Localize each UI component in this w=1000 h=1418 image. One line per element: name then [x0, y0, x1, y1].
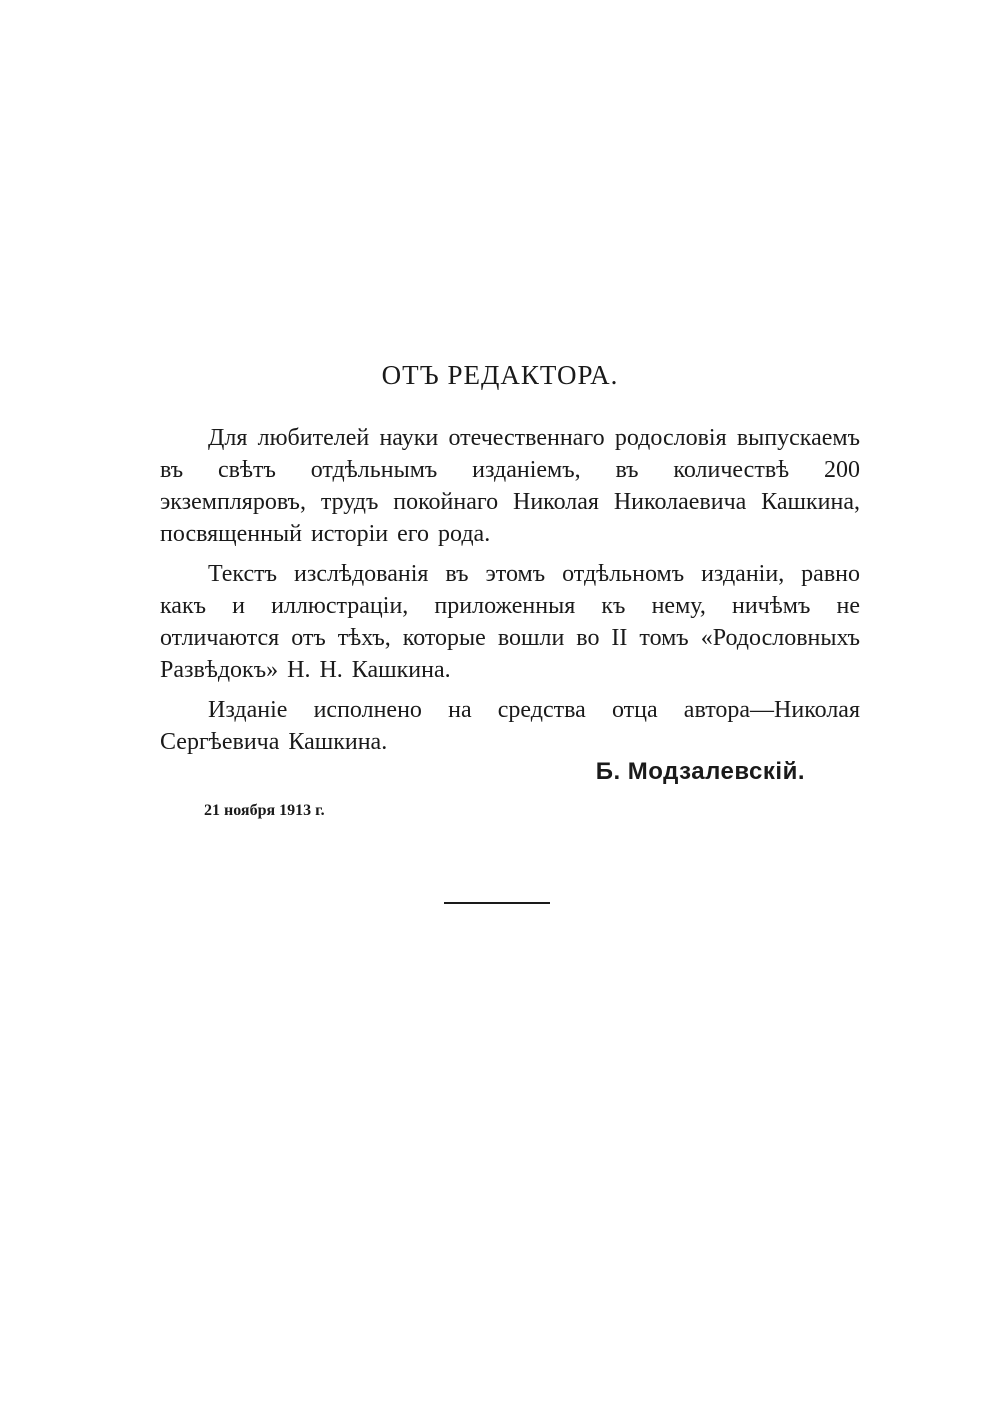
- editor-signature: Б. Модзалевскій.: [595, 758, 805, 785]
- section-divider: [444, 902, 550, 904]
- paragraph-3: Изданіе исполнено на средства отца автора—Николая Сергѣевича Кашкина.: [160, 697, 860, 755]
- page-title: ОТЪ РЕДАКТОРА.: [381, 360, 619, 390]
- document-body: [160, 422, 860, 766]
- document-date: 21 ноября 1913 г.: [204, 802, 325, 819]
- paragraph-2: Текстъ изслѣдованія въ этомъ отдѣльномъ изданіи, равно какъ и иллюстраціи, приложенныя къ нему, ничѣмъ не отличаются отъ тѣхъ, которые вошли во II томъ «Родословныхъ Развѣдокъ» Н. Н. Кашкина.: [160, 561, 860, 683]
- paragraph-1: Для любителей науки отечественнаго родословія выпускаемъ въ свѣтъ отдѣльнымъ изданіемъ, въ количествѣ 200 экземпляровъ, трудъ покойнаго Николая Николаевича Кашкина, посвященный исторіи его рода.: [160, 425, 860, 547]
